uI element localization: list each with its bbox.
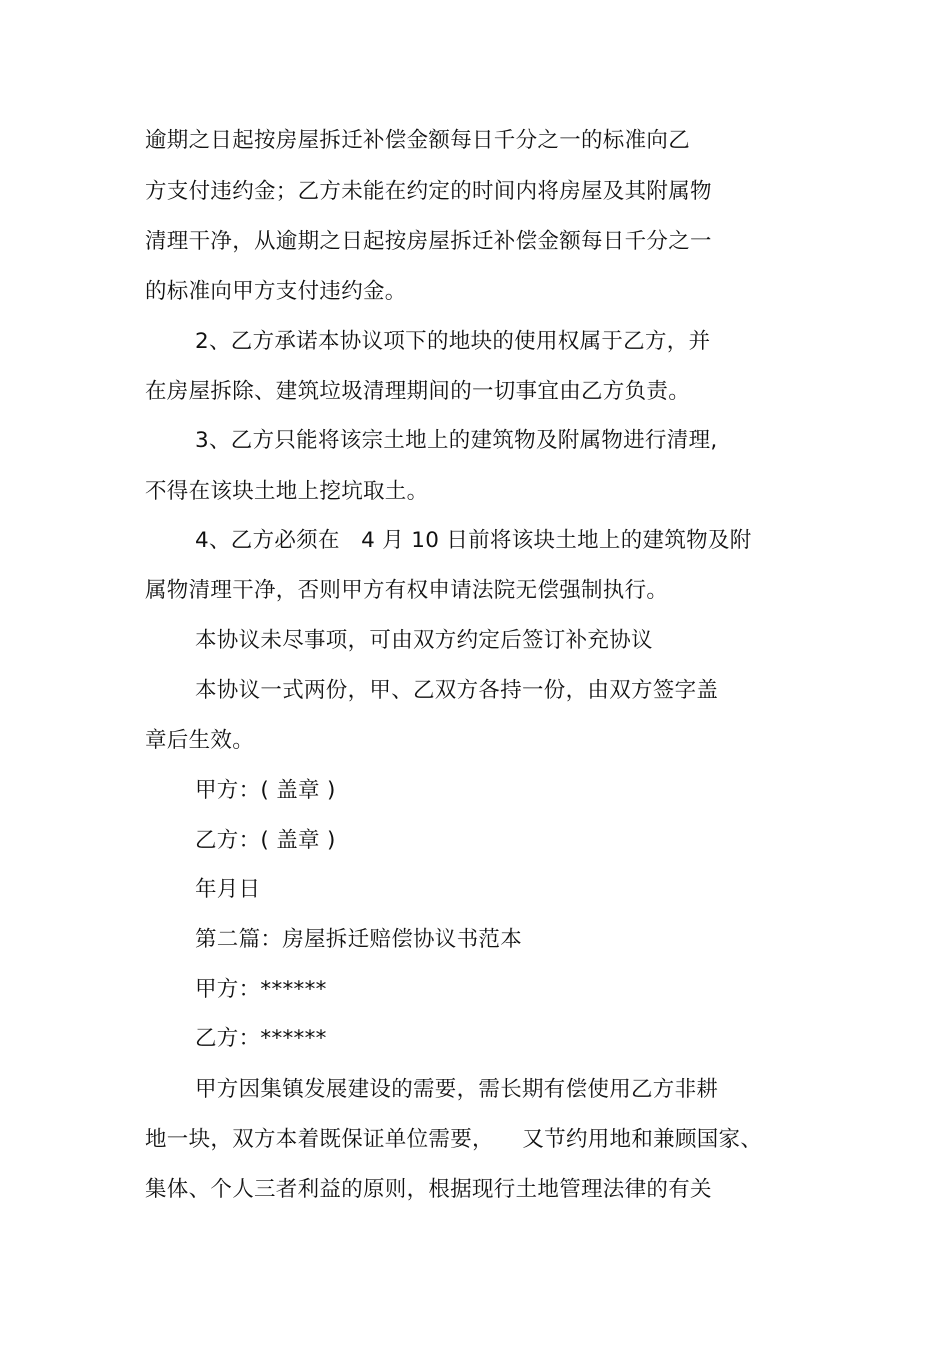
- party-a-line: 甲方：******: [195, 977, 327, 1002]
- text-line: 章后生效。: [145, 728, 255, 753]
- text-line: 属物清理干净，否则甲方有权申请法院无偿强制执行。: [145, 578, 669, 603]
- text-line: 本协议未尽事项，可由双方约定后签订补充协议: [195, 628, 653, 653]
- text-line: 甲方因集镇发展建设的需要，需长期有偿使用乙方非耕: [195, 1077, 719, 1102]
- text-line: 不得在该块土地上挖坑取土。: [145, 479, 429, 504]
- text-line: 在房屋拆除、建筑垃圾清理期间的一切事宜由乙方负责。: [145, 379, 691, 404]
- date-line: 年月日: [195, 877, 261, 902]
- text-line: 逾期之日起按房屋拆迁补偿金额每日千分之一的标准向乙: [145, 128, 691, 153]
- section-title: 第二篇：房屋拆迁赔偿协议书范本: [195, 927, 523, 952]
- text-line: 本协议一式两份，甲、乙双方各持一份，由双方签字盖: [195, 678, 719, 703]
- text-line: 的标准向甲方支付违约金。: [145, 279, 407, 304]
- text-line: 集体、个人三者利益的原则，根据现行土地管理法律的有关: [145, 1177, 712, 1202]
- party-a-seal-line: 甲方：( 盖章 ): [195, 778, 336, 803]
- text-line: 3、乙方只能将该宗土地上的建筑物及附属物进行清理,: [195, 428, 718, 453]
- text-line: 方支付违约金；乙方未能在约定的时间内将房屋及其附属物: [145, 179, 712, 204]
- party-b-line: 乙方：******: [195, 1026, 327, 1051]
- text-line: 4、乙方必须在 4 月 10 日前将该块土地上的建筑物及附: [195, 528, 752, 553]
- text-line: 2、乙方承诺本协议项下的地块的使用权属于乙方，并: [195, 329, 711, 354]
- text-line: 地一块，双方本着既保证单位需要， 又节约用地和兼顾国家、: [145, 1127, 763, 1152]
- party-b-seal-line: 乙方：( 盖章 ): [195, 828, 336, 853]
- text-line: 清理干净，从逾期之日起按房屋拆迁补偿金额每日千分之一: [145, 229, 712, 254]
